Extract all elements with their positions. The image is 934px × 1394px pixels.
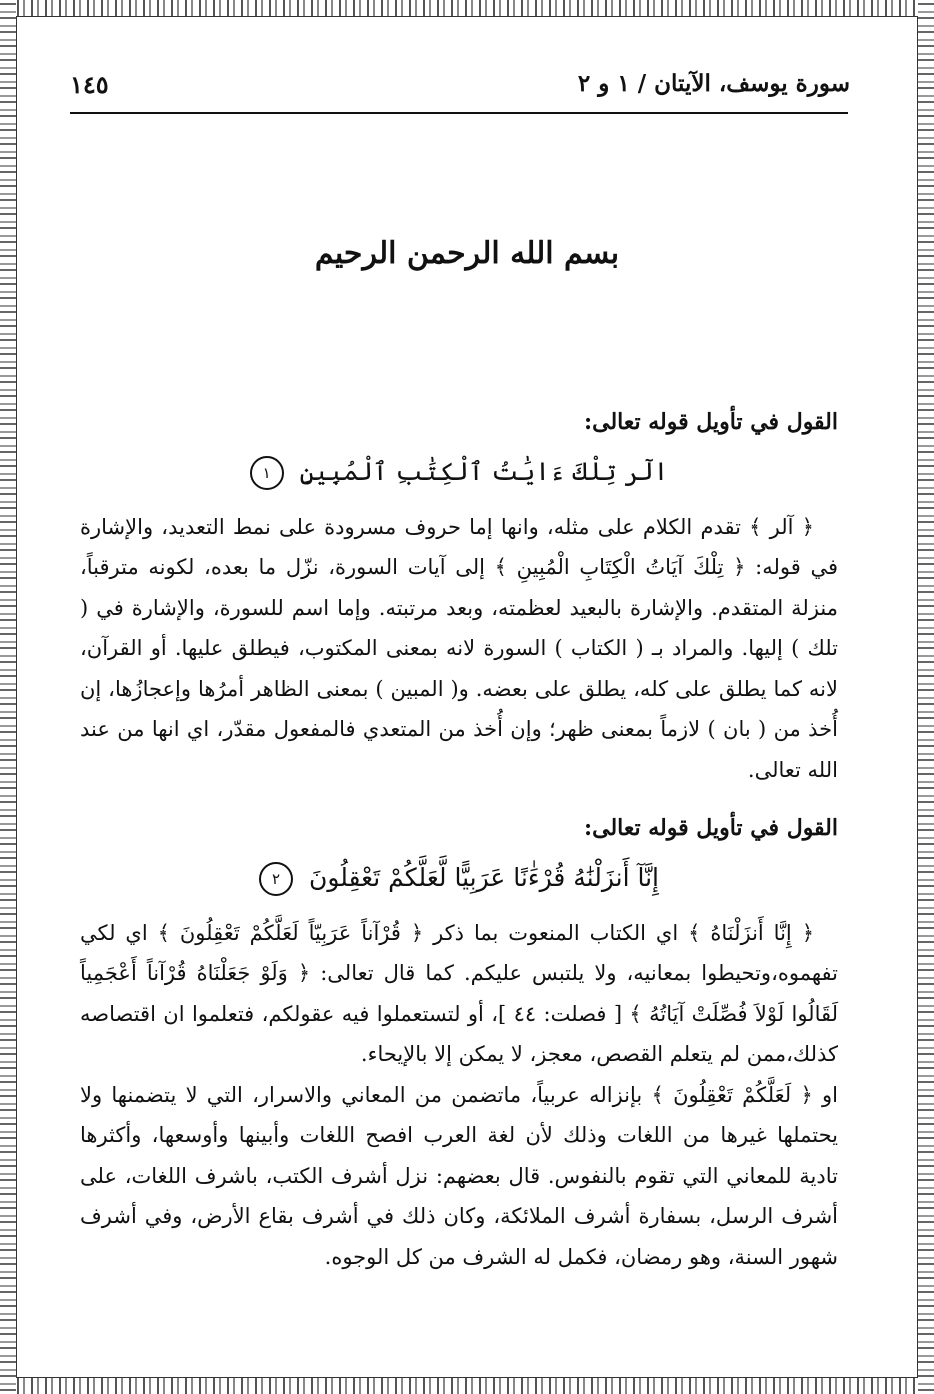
running-header xyxy=(70,70,850,110)
commentary-paragraph: ﴿ إِنَّا أَنزَلْنَاهُ ﴾ اي الكتاب المنعوت بما ذكر ﴿ قُرْآناً عَرَبِيّاً لَعَلَّكُمْ تَعْقِلُونَ ﴾ اي لكي تفهموه،وتحيطوا بمعانيه، ولا يلتبس عليكم. كما قال تعالى: ﴿ وَلَوْ جَعَلْنَاهُ قُرْآناً أَعْجَمِياً لَقَالُوا لَوْلاَ فُصِّلَتْ آيَاتُهُ ﴾ [ فصلت: ٤٤ ]، أو لتستعملوا فيه عقولكم، فتعلموا ان اقتصاصه كذلك،ممن لم يتعلم القصص، معجز، لا يمكن إلا بالإيحاء. xyxy=(80,920,838,1066)
inner-frame-line xyxy=(917,16,918,1378)
section-heading: القول في تأويل قوله تعالى: xyxy=(584,409,838,435)
page-number: ١٤٥ xyxy=(70,70,109,99)
verse-number-marker: ٢ xyxy=(259,862,293,896)
quran-verse xyxy=(80,853,838,903)
page-border-left xyxy=(0,0,16,1394)
section-heading: القول في تأويل قوله تعالى: xyxy=(584,815,838,841)
inner-frame-line xyxy=(16,16,17,1378)
page-border-top xyxy=(0,0,934,16)
bismillah: بسم الله الرحمن الرحيم xyxy=(314,236,620,271)
commentary-paragraph: او ﴿ لَعَلَّكُمْ تَعْقِلُونَ ﴾ بإنزاله عربياً، ماتضمن من المعاني والاسرار، التي لا يتضمنها ولا يحتملها غيرها من اللغات وذلك لأن لغة العرب افصح اللغات وأبينها وأوسعها، وأكثرها تادية للمعاني التي تقوم بالنفوس. قال بعضهم: نزل أشرف الكتب، باشرف اللغات، على أشرف الرسل، بسفارة أشرف الملائكة، وكان ذلك في أشرف بقاع الأرض، وفي أشرف شهور السنة، وهو رمضان، فكمل له الشرف من كل الوجوه. xyxy=(80,1082,838,1269)
quran-verse xyxy=(80,447,838,497)
page-body xyxy=(80,402,838,1277)
page-border-bottom xyxy=(0,1378,934,1394)
inner-frame-line xyxy=(16,16,918,17)
verse-text: إِنَّآ أَنزَلْنَٰهُ قُرْءَٰنًا عَرَبِيًّا لَّعَلَّكُمْ تَعْقِلُونَ xyxy=(308,862,659,892)
verse-number-marker: ١ xyxy=(250,456,284,490)
page-border-right xyxy=(918,0,934,1394)
verse-text: الٓر تِلْكَ ءَايَٰتُ ٱلْكِتَٰبِ ٱلْمُبِينِ xyxy=(299,456,669,486)
inner-frame-line xyxy=(16,1377,918,1378)
commentary-paragraph: ﴿ آلر ﴾ تقدم الكلام على مثله، وانها إما حروف مسرودة على نمط التعديد، والإشارة في قوله: ﴿ تِلْكَ آيَاتُ الْكِتَابِ الْمُبِينِ ﴾ إلى آيات السورة، نزّل ما بعده، لكونه مترقباً، منزلة المتقدم. والإشارة بالبعيد لعظمته، وبعد مرتبته. وإما اسم للسورة، والإشارة في ( تلك ) إليها. والمراد بـ ( الكتاب ) السورة لانه بمعنى المكتوب، فيطلق عليها. أو القرآن، لانه كما يطلق على كله، يطلق على بعضه. و( المبين ) بمعنى الظاهر أمرُها وإعجازُها، إن أُخذ من ( بان ) لازماً بمعنى ظهر؛ وإن أُخذ من المتعدي فالمفعول مقدّر، اي انها من عند الله تعالى. xyxy=(80,514,838,782)
header-divider xyxy=(70,112,848,114)
header-title: سورة يوسف، الآيتان / ١ و ٢ xyxy=(577,70,850,97)
